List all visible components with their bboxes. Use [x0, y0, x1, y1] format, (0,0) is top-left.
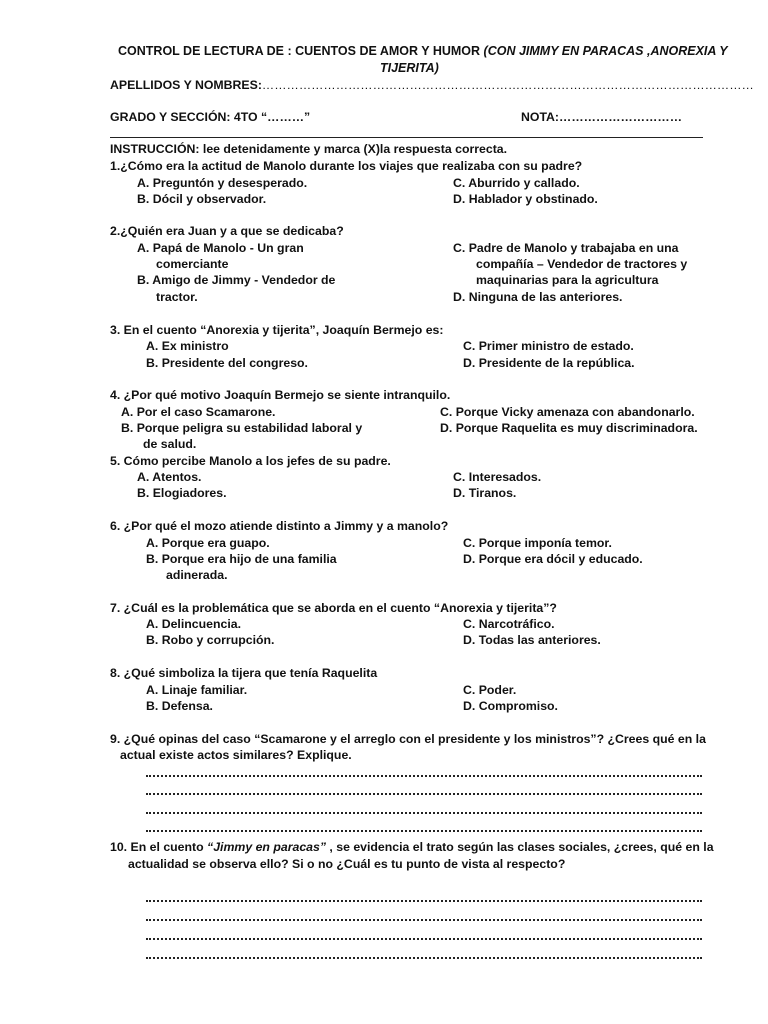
q4-option-d[interactable]: D. Porque Raquelita es muy discriminadora.	[440, 421, 698, 435]
q3-option-d[interactable]: D. Presidente de la república.	[463, 356, 635, 370]
names-label: APELLIDOS Y NOMBRES:	[110, 78, 262, 92]
grade-note[interactable]: NOTA:…………………………	[521, 110, 682, 124]
q10-answer-line-4[interactable]	[146, 957, 702, 959]
q8-option-d[interactable]: D. Compromiso.	[463, 699, 558, 713]
q4-option-b-cont: de salud.	[143, 437, 197, 451]
q10-answer-line-2[interactable]	[146, 919, 702, 921]
q9-answer-line-2[interactable]	[146, 793, 702, 795]
q5-option-c[interactable]: C. Interesados.	[453, 470, 542, 484]
question-6: 6. ¿Por qué el mozo atiende distinto a Jimmy y a manolo?	[110, 519, 449, 533]
q6-option-a[interactable]: A. Porque era guapo.	[146, 536, 270, 550]
instruction: INSTRUCCIÓN: lee detenidamente y marca (X)la respuesta correcta.	[110, 142, 508, 156]
question-4: 4. ¿Por qué motivo Joaquín Bermejo se siente intranquilo.	[110, 388, 451, 402]
q2-option-c-cont2: maquinarias para la agricultura	[476, 273, 659, 287]
question-10	[110, 839, 714, 855]
q2-option-a[interactable]: A. Papá de Manolo - Un gran	[137, 241, 304, 255]
q10-post: , se evidencia el trato según las clases sociales, ¿crees, qué en la	[325, 840, 714, 854]
q5-option-d[interactable]: D. Tiranos.	[453, 486, 517, 500]
q6-option-b[interactable]: B. Porque era hijo de una familia	[146, 552, 337, 566]
q1-option-a[interactable]: A. Preguntón y desesperado.	[137, 176, 308, 190]
question-3: 3. En el cuento “Anorexia y tijerita”, Joaquín Bermejo es:	[110, 323, 444, 337]
q6-option-c[interactable]: C. Porque imponía temor.	[463, 536, 612, 550]
q9-answer-line-1[interactable]	[146, 775, 702, 777]
q2-option-d[interactable]: D. Ninguna de las anteriores.	[453, 290, 623, 304]
q6-option-b-cont: adinerada.	[166, 568, 228, 582]
q7-option-b[interactable]: B. Robo y corrupción.	[146, 633, 275, 647]
question-8: 8. ¿Qué simboliza la tijera que tenía Raquelita	[110, 666, 378, 680]
worksheet-title	[118, 43, 728, 59]
question-2: 2.¿Quién era Juan y a que se dedicaba?	[110, 224, 344, 238]
title-italic: (CON JIMMY EN PARACAS ,ANOREXIA Y	[483, 44, 728, 58]
q6-option-d[interactable]: D. Porque era dócil y educado.	[463, 552, 643, 566]
q2-option-b[interactable]: B. Amigo de Jimmy - Vendedor de	[137, 273, 336, 287]
worksheet-title-line2: TIJERITA)	[380, 61, 439, 75]
q5-option-a[interactable]: A. Atentos.	[137, 470, 202, 484]
question-9: 9. ¿Qué opinas del caso “Scamarone y el arreglo con el presidente y los ministros”? ¿Crees qué en la	[110, 732, 706, 746]
question-1: 1.¿Cómo era la actitud de Manolo durante los viajes que realizaba con su padre?	[110, 159, 583, 173]
q2-option-b-cont: tractor.	[156, 290, 198, 304]
q3-option-c[interactable]: C. Primer ministro de estado.	[463, 339, 634, 353]
q10-answer-line-1[interactable]	[146, 900, 702, 902]
question-7: 7. ¿Cuál es la problemática que se aborda en el cuento “Anorexia y tijerita”?	[110, 601, 557, 615]
names-line[interactable]	[110, 77, 754, 93]
q2-option-a-cont: comerciante	[156, 257, 229, 271]
q8-option-b[interactable]: B. Defensa.	[146, 699, 213, 713]
names-fill[interactable]: …………………………………………………………………………………………………………	[261, 78, 754, 92]
q8-option-c[interactable]: C. Poder.	[463, 683, 517, 697]
grade-line[interactable]: GRADO Y SECCIÓN: 4TO “………”	[110, 110, 311, 124]
q8-option-a[interactable]: A. Linaje familiar.	[146, 683, 248, 697]
question-5: 5. Cómo percibe Manolo a los jefes de su padre.	[110, 454, 391, 468]
q4-option-a[interactable]: A. Por el caso Scamarone.	[121, 405, 276, 419]
q3-option-b[interactable]: B. Presidente del congreso.	[146, 356, 308, 370]
q2-option-c[interactable]: C. Padre de Manolo y trabajaba en una	[453, 241, 679, 255]
q7-option-d[interactable]: D. Todas las anteriores.	[463, 633, 601, 647]
q10-pre: 10. En el cuento	[110, 840, 208, 854]
q10-answer-line-3[interactable]	[146, 938, 702, 940]
q9-answer-line-3[interactable]	[146, 812, 702, 814]
q1-option-c[interactable]: C. Aburrido y callado.	[453, 176, 580, 190]
q3-option-a[interactable]: A. Ex ministro	[146, 339, 229, 353]
q1-option-d[interactable]: D. Hablador y obstinado.	[453, 192, 598, 206]
q9-answer-line-4[interactable]	[146, 830, 702, 832]
q4-option-b[interactable]: B. Porque peligra su estabilidad laboral y	[121, 421, 363, 435]
header-divider	[110, 137, 703, 138]
q4-option-c[interactable]: C. Porque Vicky amenaza con abandonarlo.	[440, 405, 695, 419]
q10-story-title: “Jimmy en paracas”	[207, 840, 326, 854]
q2-option-c-cont: compañía – Vendedor de tractores y	[476, 257, 688, 271]
question-9-cont: actual existe actos similares? Explique.	[120, 748, 352, 762]
q7-option-c[interactable]: C. Narcotráfico.	[463, 617, 555, 631]
title-main: CONTROL DE LECTURA DE : CUENTOS DE AMOR Y HUMOR	[118, 44, 484, 58]
q1-option-b[interactable]: B. Dócil y observador.	[137, 192, 267, 206]
q7-option-a[interactable]: A. Delincuencia.	[146, 617, 241, 631]
question-10-cont: actualidad se observa ello? Si o no ¿Cuál es tu punto de vista al respecto?	[128, 857, 566, 871]
q5-option-b[interactable]: B. Elogiadores.	[137, 486, 227, 500]
